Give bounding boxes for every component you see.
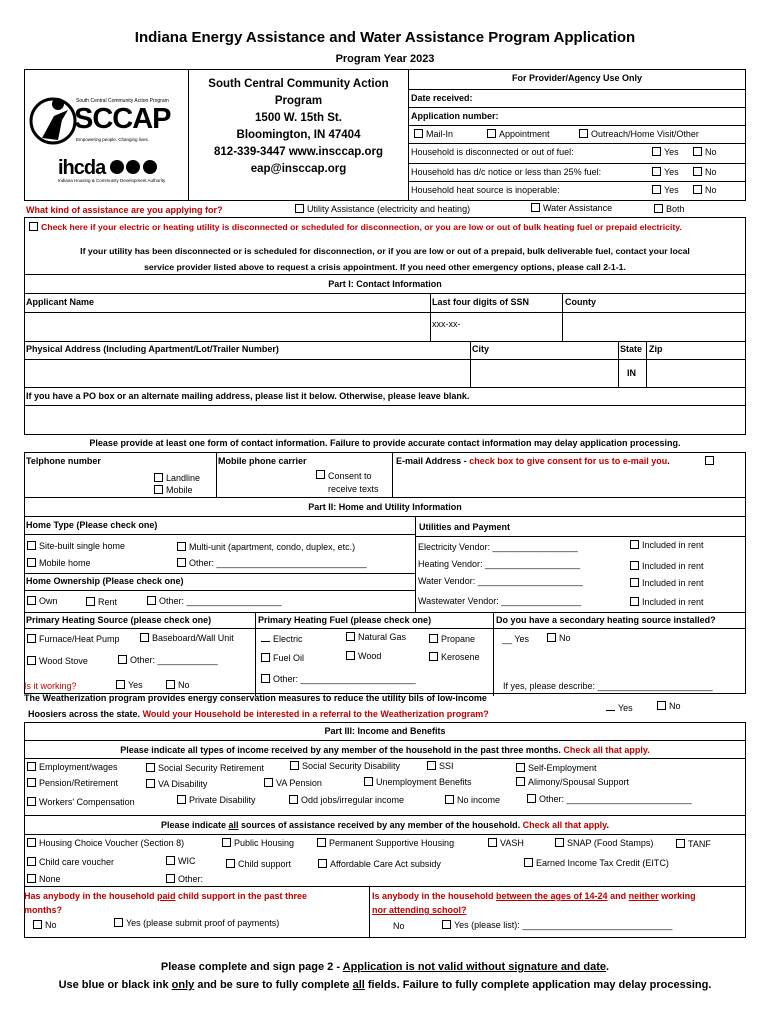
state-label: State <box>620 344 643 354</box>
ownership-other-checkbox[interactable]: Other: ___________________ <box>147 596 282 607</box>
inoperable-no[interactable]: No <box>693 185 717 196</box>
home-type-label: Home Type (Please check one) <box>26 520 158 530</box>
natural-gas-checkbox[interactable]: Natural Gas <box>346 632 406 643</box>
provider-info: South Central Community Action Program 1500 W. 15th St. Bloomington, IN 47404 812-339-3447 www.insccap.org eap@insccap.org <box>208 78 389 175</box>
own-checkbox[interactable]: Own <box>27 596 58 607</box>
assistance-question: What kind of assistance are you applying for? <box>26 205 223 215</box>
landline-checkbox[interactable]: Landline <box>154 473 200 484</box>
secondary-heat-label: Do you have a secondary heating source installed? <box>496 615 716 625</box>
part3-header: Part III: Income and Benefits <box>324 726 446 736</box>
multi-unit-checkbox[interactable]: Multi-unit (apartment, condo, duplex, etc.) <box>177 542 355 553</box>
income-other-checkbox[interactable]: Other: _________________________ <box>527 794 692 805</box>
assist-other-checkbox[interactable]: Other: <box>166 874 203 885</box>
ssn-value[interactable]: xxx-xx- <box>432 319 461 329</box>
app-number-label: Application number: <box>411 111 499 121</box>
workers-comp-checkbox[interactable]: Workers' Compensation <box>27 797 135 808</box>
footer-line-2: Use blue or black ink only and be sure to fully complete all fields. Failure to fully complete application may delay processing. <box>58 979 712 991</box>
ss-retirement-checkbox[interactable]: Social Security Retirement <box>146 763 264 774</box>
sccap-logo: South Central Community Action Program SCCAP Empowering people. Changing lives. <box>28 94 184 154</box>
part1-header: Part I: Contact Information <box>328 279 442 289</box>
email-consent-checkbox[interactable] <box>705 456 717 467</box>
mobile-carrier-label: Mobile phone carrier <box>218 456 307 466</box>
inoperable-label: Household heat source is inoperable: <box>411 185 560 195</box>
ihcda-logo: ihcda Indiana Housing & Community Development Authority <box>58 157 166 183</box>
va-disability-checkbox[interactable]: VA Disability <box>146 779 207 790</box>
city-label: City <box>472 344 490 354</box>
crisis-checkbox[interactable]: Check here if your electric or heating utility is disconnected or scheduled for disconnection, or you are low or out of bulk heating fuel or prepaid electricity. <box>29 222 682 233</box>
heat-source-label: Primary Heating Source (please check one) <box>26 615 212 625</box>
ssn-label: Last four digits of SSN <box>432 297 530 307</box>
electricity-included-checkbox[interactable]: Included in rent <box>630 540 704 551</box>
disconnected-label: Household is disconnected or out of fuel: <box>411 147 574 157</box>
utilities-label: Utilities and Payment <box>419 522 511 532</box>
crisis-info-2: service provider listed above to request a crisis appointment. If you need other emergency options, please call 2-1-1. <box>144 262 626 272</box>
applicant-name-label: Applicant Name <box>26 297 95 307</box>
wic-checkbox[interactable]: WIC <box>166 856 196 867</box>
contact-note: Please provide at least one form of contact information. Failure to provide accurate contact information may delay application processing. <box>89 438 681 448</box>
self-employment-checkbox[interactable]: Self-Employment <box>516 763 597 774</box>
working-yes-checkbox[interactable]: Yes <box>116 680 143 691</box>
va-pension-checkbox[interactable]: VA Pension <box>264 778 322 789</box>
child-support-question: Has anybody in the household paid child support in the past three months? <box>24 891 308 915</box>
none-checkbox[interactable]: None <box>27 874 61 885</box>
page-title: Indiana Energy Assistance and Water Assistance Program Application <box>134 29 636 46</box>
heat-fuel-label: Primary Heating Fuel (please check one) <box>258 615 432 625</box>
employment-checkbox[interactable]: Employment/wages <box>27 762 118 773</box>
no-income-checkbox[interactable]: No income <box>445 795 500 806</box>
youth-no[interactable]: No <box>393 921 405 931</box>
footer-line-1: Please complete and sign page 2 - Application is not valid without signature and date. <box>160 961 610 973</box>
working-no-checkbox[interactable]: No <box>166 680 190 691</box>
disconnected-no[interactable]: No <box>693 147 717 158</box>
dc-notice-yes[interactable]: Yes <box>652 167 679 178</box>
state-value[interactable]: IN <box>627 368 636 378</box>
rent-checkbox[interactable]: Rent <box>86 597 117 608</box>
child-support-yes-checkbox[interactable]: Yes (please submit proof of payments) <box>114 918 279 929</box>
po-box-label: If you have a PO box or an alternate mailing address, please list it below. Otherwise, please leave blank. <box>26 391 470 401</box>
ownership-label: Home Ownership (Please check one) <box>26 576 184 586</box>
aca-checkbox[interactable]: Affordable Care Act subsidy <box>318 859 441 870</box>
baseboard-checkbox[interactable]: Baseboard/Wall Unit <box>140 633 234 644</box>
mail-in-checkbox[interactable]: Mail-In <box>414 129 453 140</box>
youth-yes-checkbox[interactable]: Yes (please list): ______________________________ <box>442 920 672 931</box>
youth-question: Is anybody in the household between the ages of 14-24 and neither working nor attending school? <box>372 891 696 915</box>
outreach-checkbox[interactable]: Outreach/Home Visit/Other <box>579 129 699 140</box>
weatherization-no-checkbox[interactable]: No <box>657 701 681 712</box>
housing-voucher-checkbox[interactable]: Housing Choice Voucher (Section 8) <box>27 838 184 849</box>
water-vendor[interactable]: Water Vendor: _____________________ <box>418 576 583 586</box>
water-assistance-checkbox[interactable]: Water Assistance <box>531 203 612 214</box>
secondary-no-checkbox[interactable]: No <box>547 633 571 644</box>
dc-notice-no[interactable]: No <box>693 167 717 178</box>
part2-header: Part II: Home and Utility Information <box>308 502 462 512</box>
permanent-housing-checkbox[interactable]: Permanent Supportive Housing <box>317 838 454 849</box>
electric-checkbox[interactable]: Electric <box>261 633 303 645</box>
child-care-voucher-checkbox[interactable]: Child care voucher <box>27 857 114 868</box>
county-label: County <box>565 297 596 307</box>
furnace-checkbox[interactable]: Furnace/Heat Pump <box>27 634 120 645</box>
appointment-checkbox[interactable]: Appointment <box>487 129 550 140</box>
address-label: Physical Address (Including Apartment/Lot/Trailer Number) <box>26 344 279 354</box>
electricity-vendor[interactable]: Electricity Vendor: _________________ <box>418 542 578 552</box>
wood-stove-checkbox[interactable]: Wood Stove <box>27 656 88 667</box>
unemployment-checkbox[interactable]: Unemployment Benefits <box>364 777 472 788</box>
secondary-describe[interactable]: If yes, please describe: _______________________ <box>503 681 713 691</box>
wood-checkbox[interactable]: Wood <box>346 651 381 662</box>
crisis-info-1: If your utility has been disconnected or is scheduled for disconnection, or if you are low or out of a prepaid, bulk deliverable fuel, contact your local <box>80 246 690 256</box>
private-disability-checkbox[interactable]: Private Disability <box>177 795 256 806</box>
site-built-checkbox[interactable]: Site-built single home <box>27 541 125 552</box>
fuel-oil-checkbox[interactable]: Fuel Oil <box>261 653 304 664</box>
source-other-checkbox[interactable]: Other: ____________ <box>118 655 218 666</box>
fuel-other-checkbox[interactable]: Other: _______________________ <box>261 674 416 685</box>
wastewater-included-checkbox[interactable]: Included in rent <box>630 597 704 608</box>
agency-header: For Provider/Agency Use Only <box>511 73 643 83</box>
weatherization-yes[interactable]: Yes <box>606 702 633 714</box>
po-box-field[interactable] <box>24 405 746 435</box>
weatherization-text-2: Hoosiers across the state. Would your Household be interested in a referral to the Weatherization program? <box>28 709 489 719</box>
telephone-label: Telphone number <box>26 456 101 466</box>
propane-checkbox[interactable]: Propane <box>429 634 475 645</box>
assistance-sources-note: Please indicate all sources of assistance received by any member of the household. Check all that apply. <box>160 820 610 830</box>
secondary-yes[interactable]: __ Yes <box>502 634 530 644</box>
inoperable-yes[interactable]: Yes <box>652 185 679 196</box>
water-included-checkbox[interactable]: Included in rent <box>630 578 704 589</box>
odd-jobs-checkbox[interactable]: Odd jobs/irregular income <box>289 795 404 806</box>
date-received-label: Date received: <box>411 93 473 103</box>
mobile-checkbox[interactable]: Mobile <box>154 485 193 496</box>
ss-disability-checkbox[interactable]: Social Security Disability <box>290 761 400 772</box>
both-checkbox[interactable]: Both <box>654 204 685 215</box>
heating-vendor[interactable]: Heating Vendor: ___________________ <box>418 559 581 569</box>
utility-assistance-checkbox[interactable]: Utility Assistance (electricity and heating) <box>295 204 470 215</box>
disconnected-yes[interactable]: Yes <box>652 147 679 158</box>
alimony-checkbox[interactable]: Alimony/Spousal Support <box>516 777 629 788</box>
kerosene-checkbox[interactable]: Kerosene <box>429 652 480 663</box>
child-support-no-checkbox[interactable]: No <box>33 920 57 931</box>
home-other-checkbox[interactable]: Other: ______________________________ <box>177 558 367 569</box>
zip-label: Zip <box>649 344 663 354</box>
ssi-checkbox[interactable]: SSI <box>427 761 454 772</box>
text-consent-checkbox[interactable]: Consent to receive texts <box>316 470 379 496</box>
snap-checkbox[interactable]: SNAP (Food Stamps) <box>555 838 653 849</box>
income-note: Please indicate all types of income received by any member of the household in the past three months. Check all that apply. <box>120 745 650 755</box>
vash-checkbox[interactable]: VASH <box>488 838 524 849</box>
tanf-checkbox[interactable]: TANF <box>676 839 711 850</box>
program-year: Program Year 2023 <box>335 53 435 65</box>
email-label: E-mail Address - check box to give consent for us to e-mail you. <box>396 456 670 466</box>
dc-notice-label: Household has d/c notice or less than 25% fuel: <box>411 167 602 177</box>
eitc-checkbox[interactable]: Earned Income Tax Credit (EITC) <box>524 858 669 869</box>
child-support-checkbox[interactable]: Child support <box>226 859 291 870</box>
working-label: Is it working? <box>24 681 77 691</box>
wastewater-vendor[interactable]: Wastewater Vendor: ________________ <box>418 596 582 606</box>
weatherization-text-1: The Weatherization program provides energy conservation measures to reduce the utility bils of low-income <box>24 693 487 703</box>
heating-included-checkbox[interactable]: Included in rent <box>630 561 704 572</box>
mobile-home-checkbox[interactable]: Mobile home <box>27 558 91 569</box>
public-housing-checkbox[interactable]: Public Housing <box>222 838 294 849</box>
pension-checkbox[interactable]: Pension/Retirement <box>27 778 118 789</box>
